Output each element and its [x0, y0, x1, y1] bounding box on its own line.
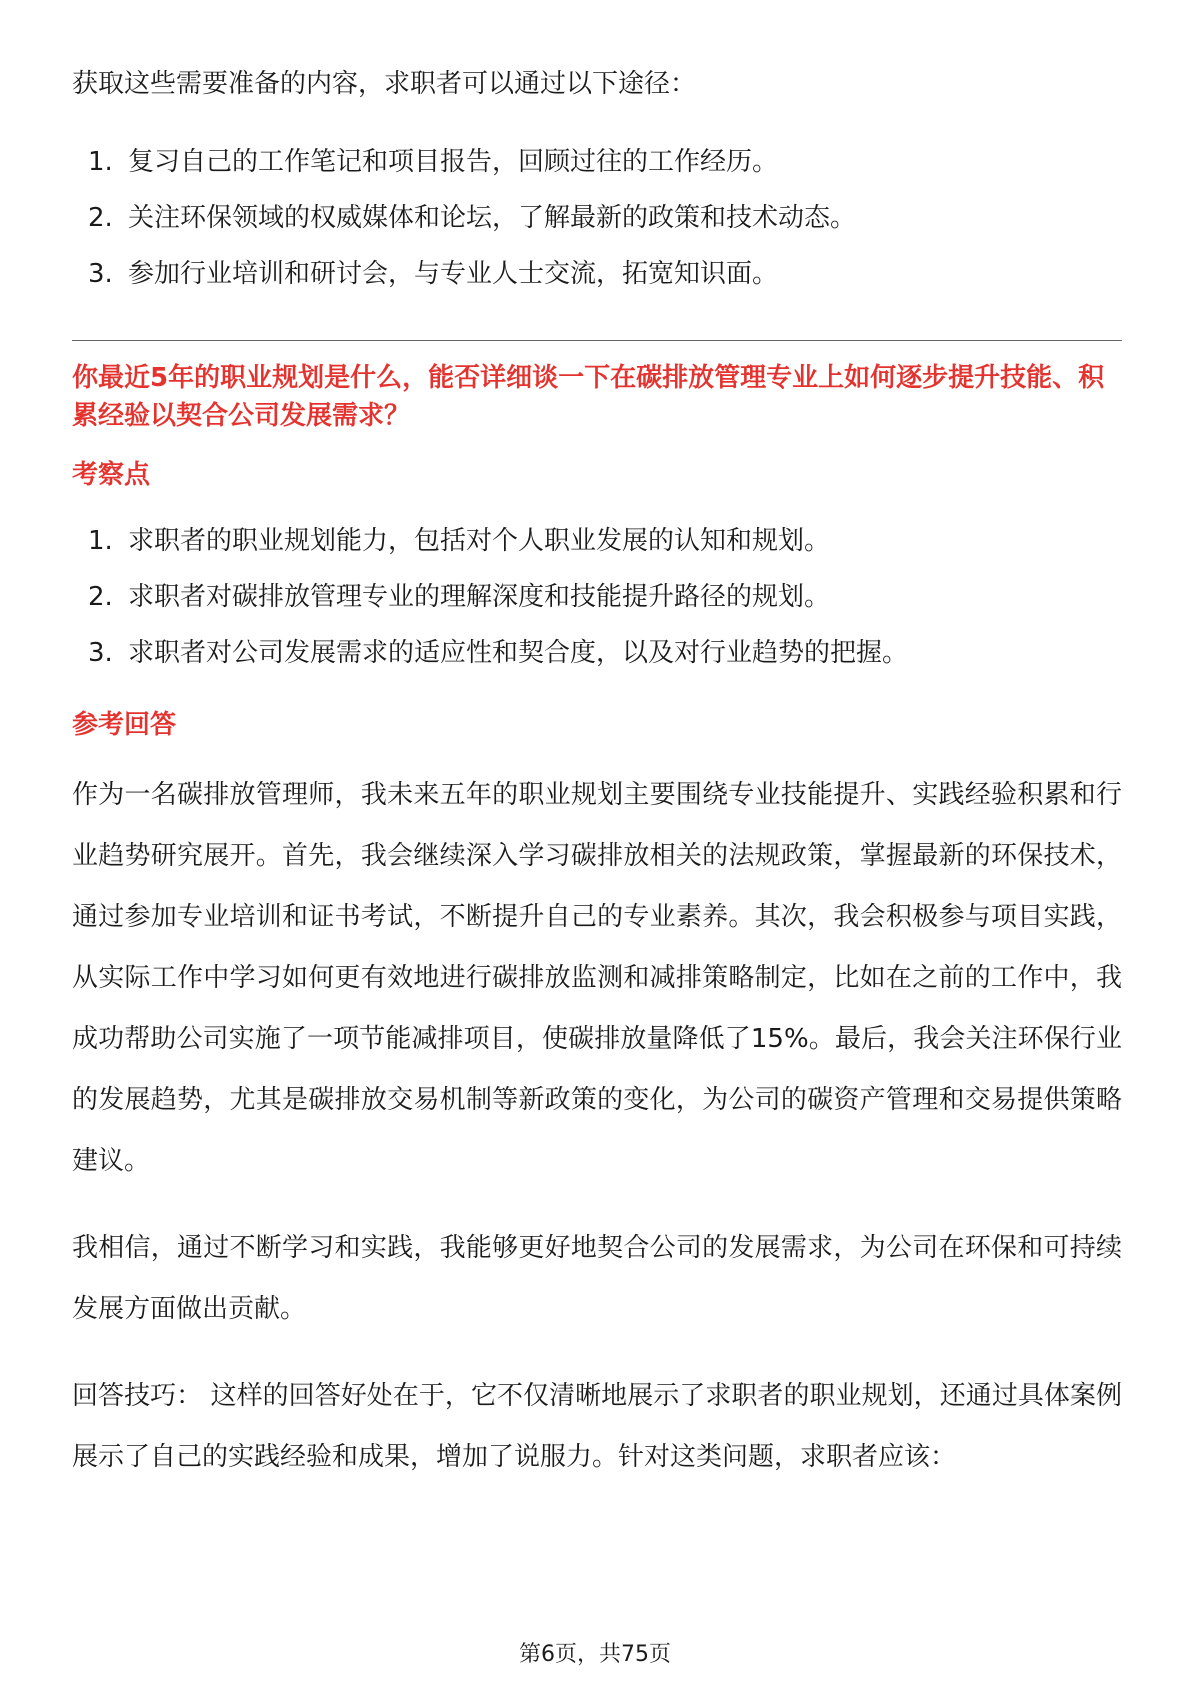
list-item: [72, 246, 1122, 302]
list-number: 1.: [88, 147, 113, 177]
document-page: [72, 56, 1122, 1488]
list-number: 2.: [88, 582, 113, 612]
reference-title: 参考回答: [72, 710, 177, 740]
answer-tips-paragraph: 回答技巧： 这样的回答好处在于，它不仅清晰地展示了求职者的职业规划，还通过具体案例展示了自己的实践经验和成果，增加了说服力。针对这类问题，求职者应该：: [72, 1381, 1122, 1472]
list-number: 2.: [88, 203, 113, 233]
reference-conclusion-paragraph: 我相信，通过不断学习和实践，我能够更好地契合公司的发展需求，为公司在环保和可持续发展方面做出贡献。: [72, 1233, 1122, 1324]
list-text: 求职者对公司发展需求的适应性和契合度，以及对行业趋势的把握。: [128, 638, 909, 668]
intro-paragraph: 获取这些需要准备的内容，求职者可以通过以下途径：: [72, 69, 697, 99]
question-heading: 你最近5年的职业规划是什么，能否详细谈一下在碳排放管理专业上如何逐步提升技能、积累经验以契合公司发展需求？: [72, 363, 1105, 431]
list-text: 求职者对碳排放管理专业的理解深度和技能提升路径的规划。: [128, 582, 831, 612]
examine-list: [72, 513, 1122, 681]
list-item: [72, 625, 1122, 681]
section-divider: [72, 340, 1122, 341]
list-text: 求职者的职业规划能力，包括对个人职业发展的认知和规划。: [128, 526, 831, 556]
list-text: 复习自己的工作笔记和项目报告，回顾过往的工作经历。: [128, 147, 779, 177]
list-number: 3.: [88, 259, 113, 289]
list-text: 参加行业培训和研讨会，与专业人士交流，拓宽知识面。: [128, 259, 779, 289]
examine-title: 考察点: [72, 460, 151, 490]
list-item: [72, 569, 1122, 625]
list-number: 3.: [88, 638, 113, 668]
list-text: 关注环保领域的权威媒体和论坛，了解最新的政策和技术动态。: [128, 203, 857, 233]
list-item: [72, 513, 1122, 569]
reference-answer-paragraph: 作为一名碳排放管理师，我未来五年的职业规划主要围绕专业技能提升、实践经验积累和行业趋势研究展开。首先，我会继续深入学习碳排放相关的法规政策，掌握最新的环保技术，通过参加专业培训和证书考试，不断提升自己的专业素养。其次，我会积极参与项目实践，从实际工作中学习如何更有效地进行碳排放监测和减排策略制定，比如在之前的工作中，我成功帮助公司实施了一项节能减排项目，使碳排放量降低了15%。最后，我会关注环保行业的发展趋势，尤其是碳排放交易机制等新政策的变化，为公司的碳资产管理和交易提供策略建议。: [72, 780, 1122, 1176]
list-item: [72, 190, 1122, 246]
intro-list: [72, 134, 1122, 302]
page-number: 第6页，共75页: [519, 1642, 671, 1667]
list-number: 1.: [88, 526, 113, 556]
list-item: [72, 134, 1122, 190]
